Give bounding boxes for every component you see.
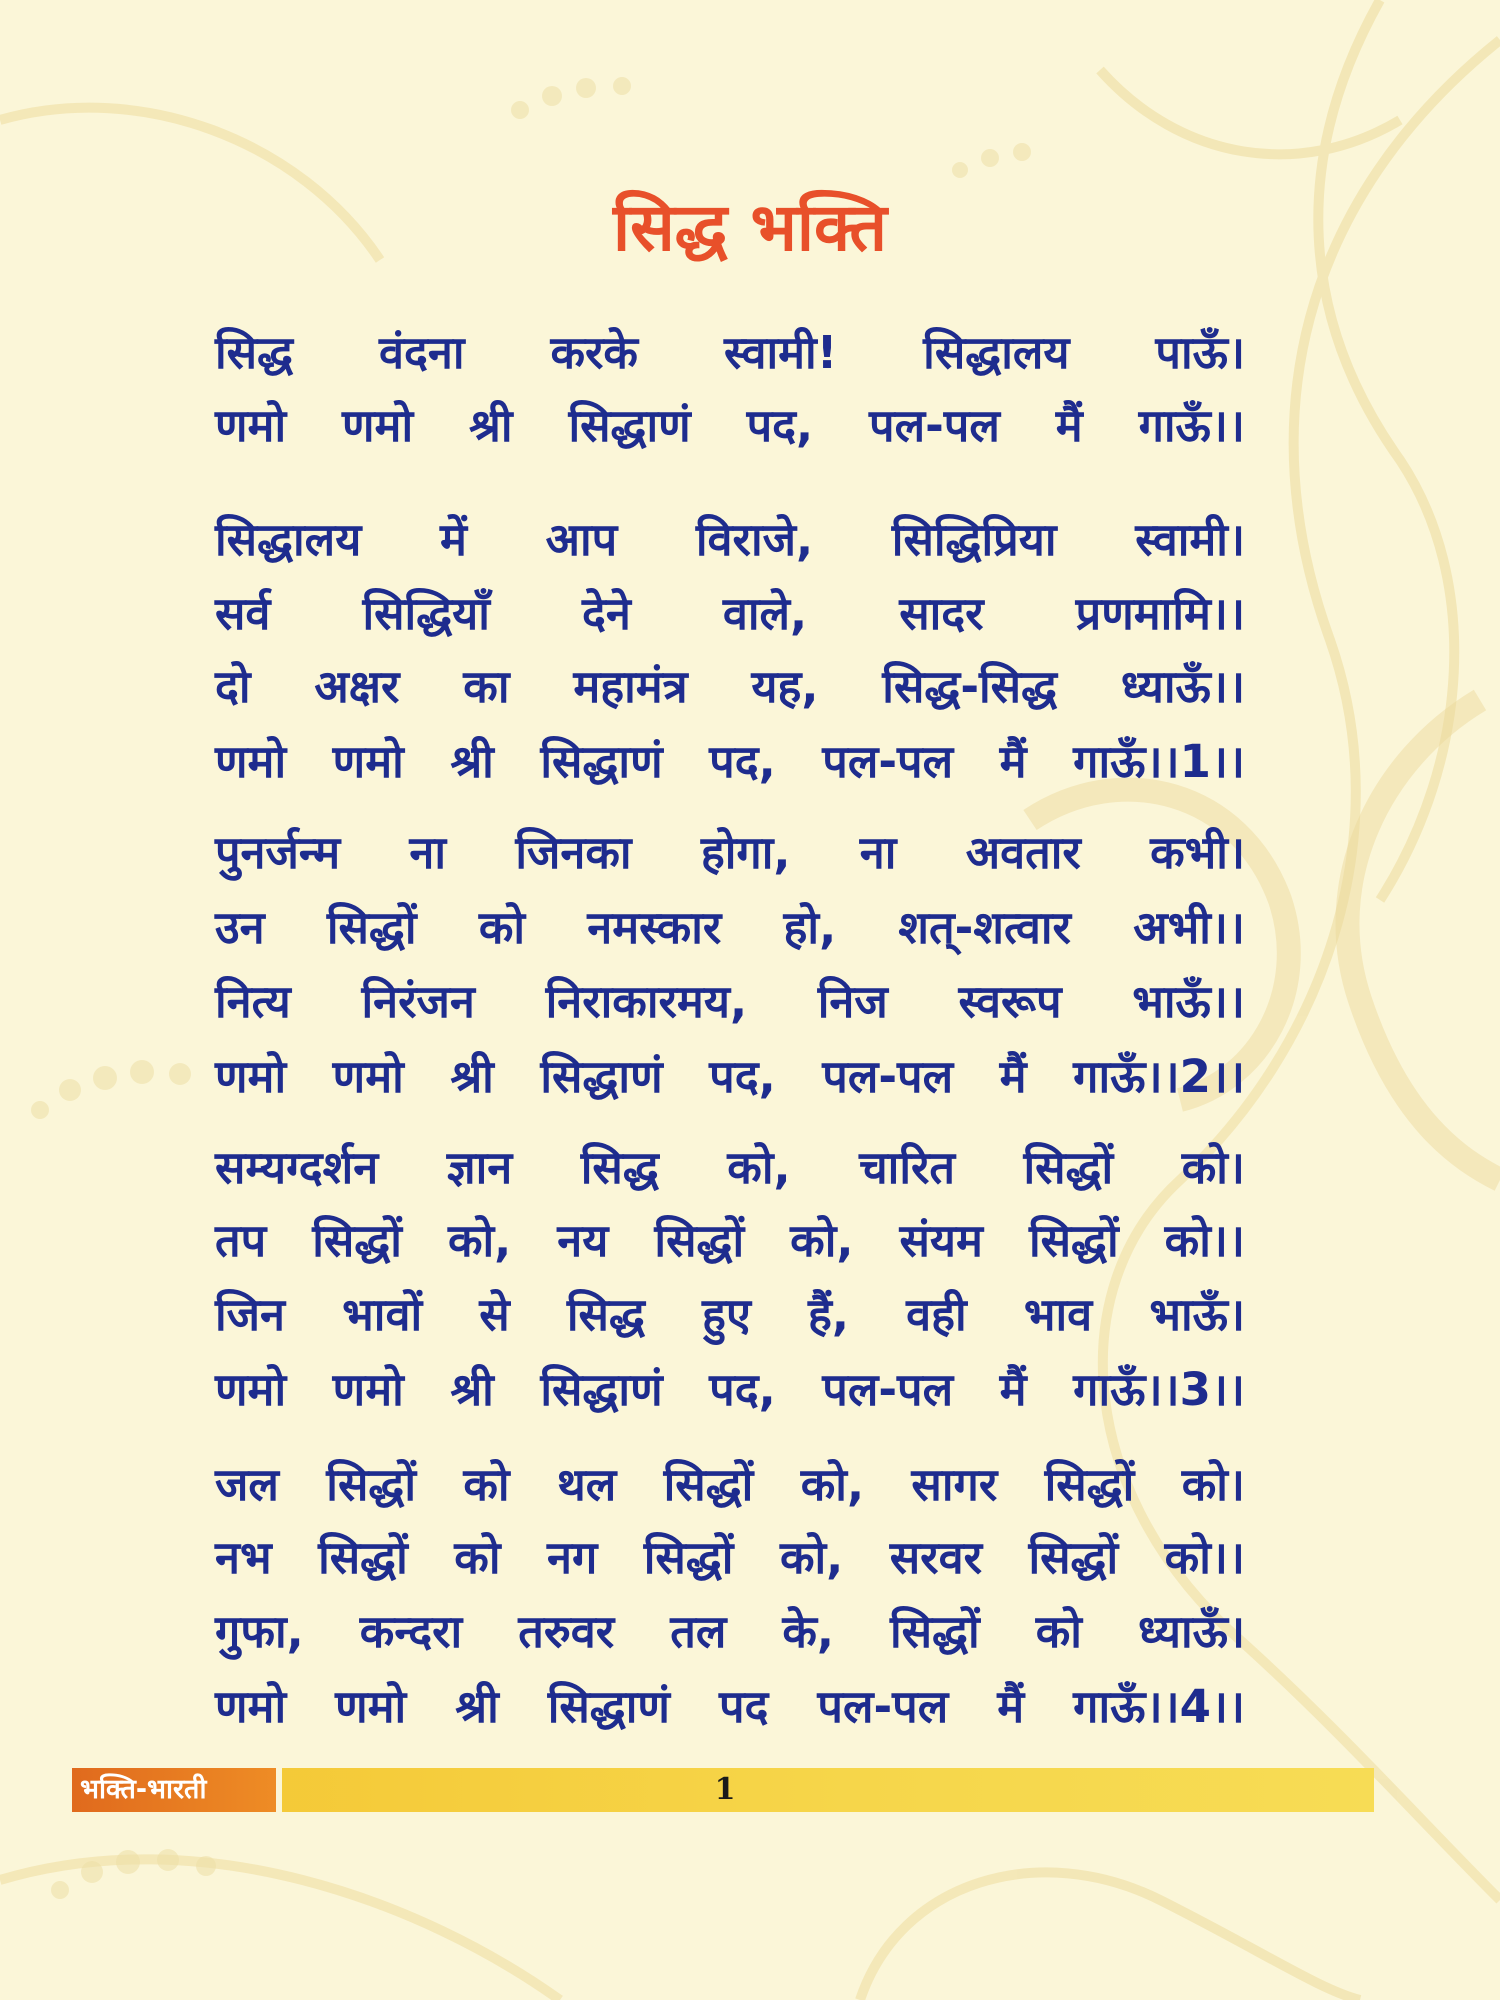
verse-line: णमो णमो श्री सिद्धाणं पद, पल-पल मैं गाऊँ।।1।। — [215, 735, 1245, 788]
verse-line: दो अक्षर का महामंत्र यह, सिद्ध-सिद्ध ध्याऊँ।। — [215, 660, 1245, 713]
verse-line: सिद्ध वंदना करके स्वामी! सिद्धालय पाऊँ। — [215, 326, 1245, 379]
verse-line: जिन भावों से सिद्ध हुए हैं, वही भाव भाऊँ। — [215, 1288, 1245, 1341]
verse-line: गुफा, कन्दरा तरुवर तल के, सिद्धों को ध्याऊँ। — [215, 1605, 1245, 1658]
page-number: 1 — [714, 1772, 736, 1807]
verse-line: उन सिद्धों को नमस्कार हो, शत्-शत्वार अभी।। — [215, 901, 1245, 954]
verse-line: सर्व सिद्धियाँ देने वाले, सादर प्रणमामि।। — [215, 587, 1245, 640]
verse-line: णमो णमो श्री सिद्धाणं पद, पल-पल मैं गाऊँ।। — [215, 399, 1245, 452]
verse-line: नभ सिद्धों को नग सिद्धों को, सरवर सिद्धों को।। — [215, 1531, 1245, 1584]
verse-line: सिद्धालय में आप विराजे, सिद्धिप्रिया स्वामी। — [215, 513, 1245, 566]
verse-line: नित्य निरंजन निराकारमय, निज स्वरूप भाऊँ।। — [215, 975, 1245, 1028]
verse-line: णमो णमो श्री सिद्धाणं पद, पल-पल मैं गाऊँ।।2।। — [215, 1050, 1245, 1103]
page-title: सिद्ध भक्ति — [613, 189, 887, 266]
book-title: भक्ति-भारती — [80, 1774, 207, 1805]
verse-line: पुनर्जन्म ना जिनका होगा, ना अवतार कभी। — [215, 826, 1245, 879]
verse-line: जल सिद्धों को थल सिद्धों को, सागर सिद्धों को। — [215, 1458, 1245, 1511]
verse-line: तप सिद्धों को, नय सिद्धों को, संयम सिद्धों को।। — [215, 1214, 1245, 1267]
verse-line: सम्यग्दर्शन ज्ञान सिद्ध को, चारित सिद्धों को। — [215, 1141, 1245, 1194]
verse-line: णमो णमो श्री सिद्धाणं पद, पल-पल मैं गाऊँ।।3।। — [215, 1363, 1245, 1416]
verse-line: णमो णमो श्री सिद्धाणं पद पल-पल मैं गाऊँ।।4।। — [215, 1680, 1245, 1733]
